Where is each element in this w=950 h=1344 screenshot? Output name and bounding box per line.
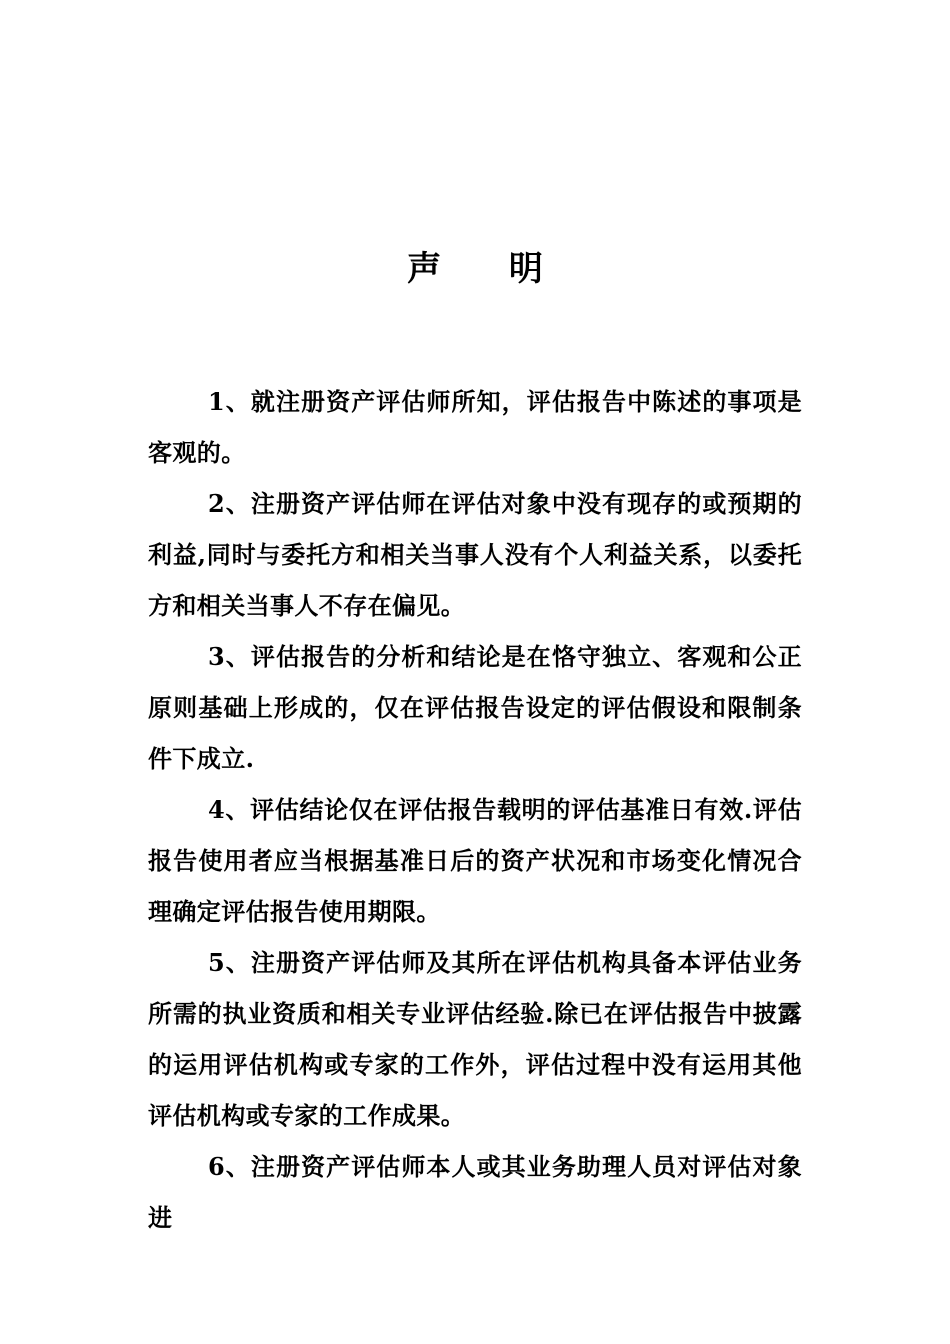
page-title: 声 明 xyxy=(407,249,571,289)
declaration-paragraph-1: 1、就注册资产评估师所知，评估报告中陈述的事项是客观的。 xyxy=(148,387,802,467)
declaration-paragraph-6: 6、注册资产评估师本人或其业务助理人员对评估对象进 xyxy=(148,1152,802,1232)
declaration-paragraph-4: 4、评估结论仅在评估报告载明的评估基准日有效.评估报告使用者应当根据基准日后的资产状况和市场变化情况合理确定评估报告使用期限。 xyxy=(148,795,802,926)
declaration-body xyxy=(148,376,802,1243)
declaration-paragraph-5: 5、注册资产评估师及其所在评估机构具备本评估业务所需的执业资质和相关专业评估经验.除已在评估报告中披露的运用评估机构或专家的工作外，评估过程中没有运用其他评估机构或专家的工作成果。 xyxy=(148,948,802,1130)
declaration-paragraph-3: 3、评估报告的分析和结论是在恪守独立、客观和公正原则基础上形成的，仅在评估报告设定的评估假设和限制条件下成立. xyxy=(148,642,802,773)
declaration-paragraph-2: 2、注册资产评估师在评估对象中没有现存的或预期的利益,同时与委托方和相关当事人没有个人利益关系，以委托方和相关当事人不存在偏见。 xyxy=(148,489,802,620)
